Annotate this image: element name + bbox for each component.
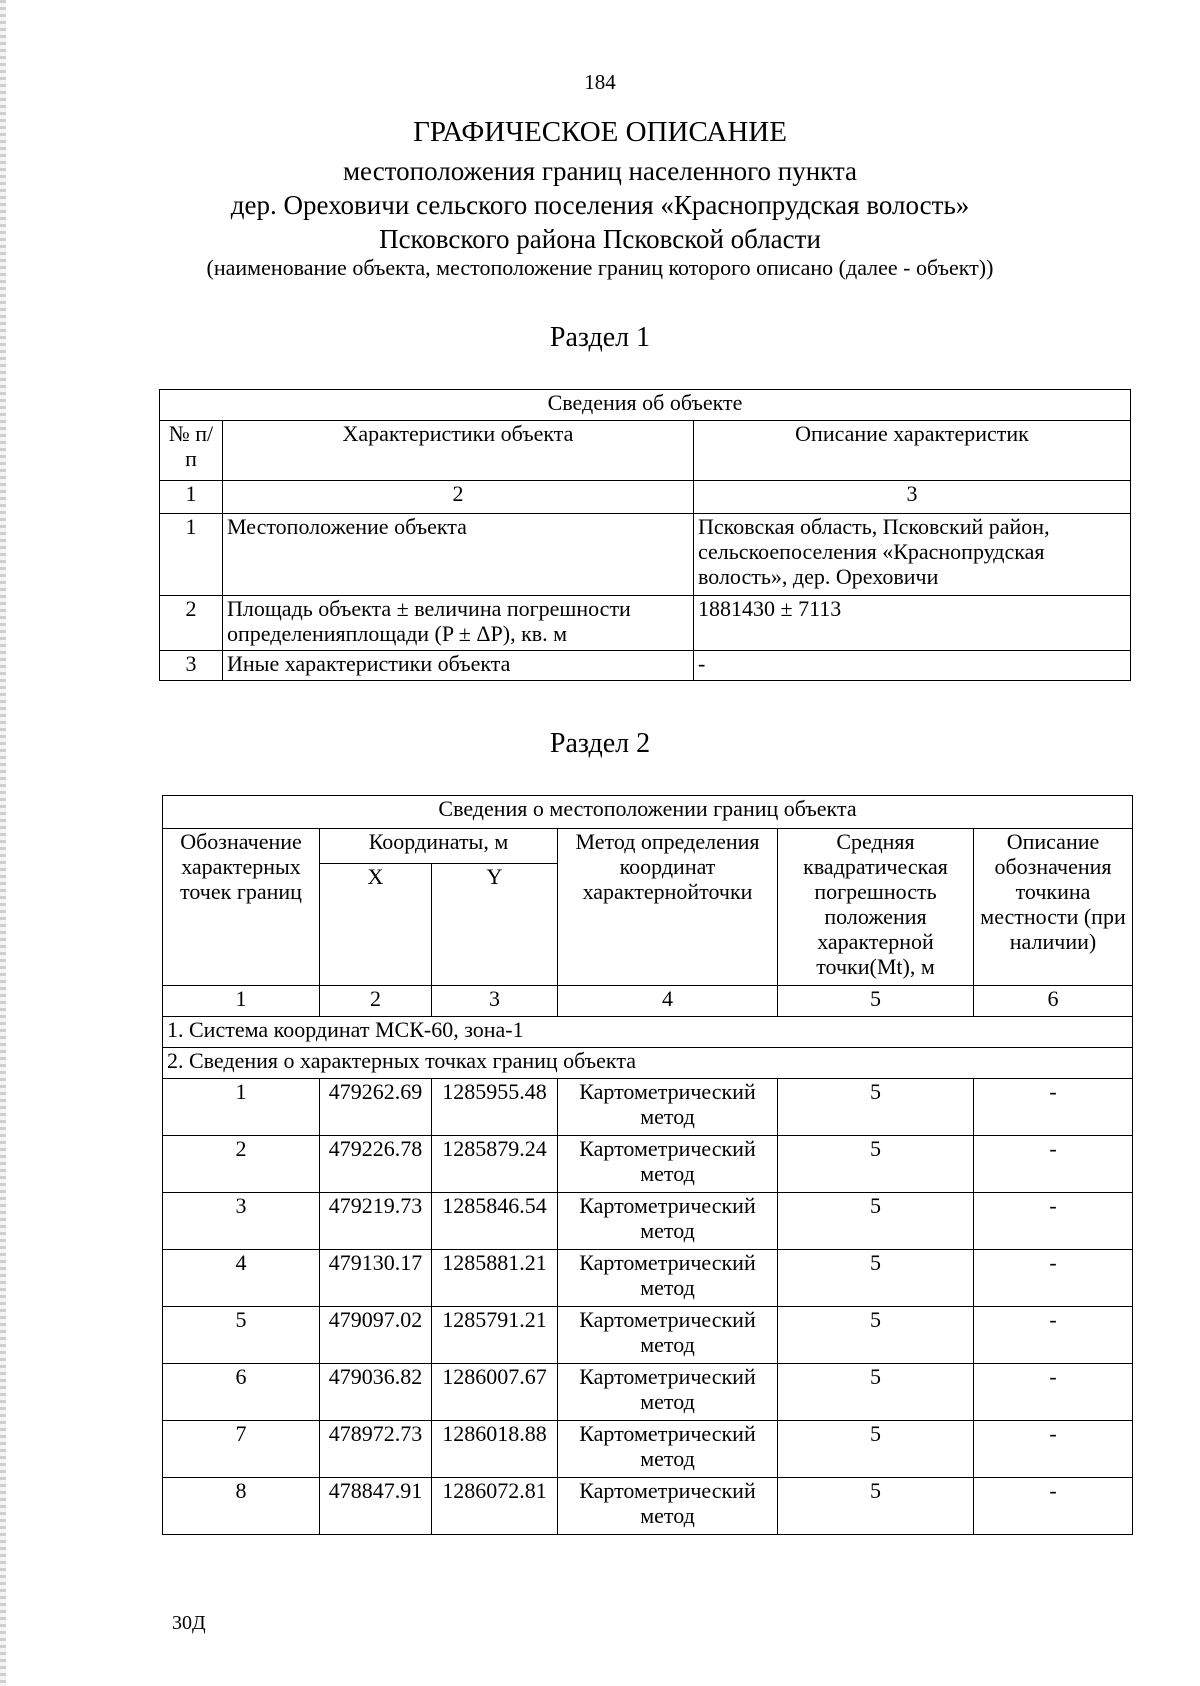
characteristic-name: Местоположение объекта: [223, 514, 694, 596]
coord-y: 1286018.88: [432, 1421, 558, 1478]
mt-error: 5: [778, 1193, 974, 1250]
table-row: [160, 596, 1131, 651]
header-y: Y: [432, 864, 558, 986]
coord-x: 479262.69: [320, 1079, 432, 1136]
mt-error: 5: [778, 1307, 974, 1364]
coord-y: 1286072.81: [432, 1478, 558, 1535]
header-number: № п/п: [160, 421, 223, 481]
table-row: [160, 651, 1131, 681]
table-row: [163, 1307, 1133, 1364]
point-number: 4: [163, 1250, 320, 1307]
header-x: X: [320, 864, 432, 986]
header-point: Обозначение характерных точек границ: [163, 829, 320, 986]
boundary-table-title: Сведения о местоположении границ объекта: [163, 796, 1133, 829]
boundary-points-heading-row: 2. Сведения о характерных точках границ объекта: [163, 1048, 1133, 1079]
point-description: -: [974, 1250, 1133, 1307]
coord-y: 1286007.67: [432, 1364, 558, 1421]
table-row: [163, 1421, 1133, 1478]
point-description: -: [974, 1307, 1133, 1364]
point-number: 7: [163, 1421, 320, 1478]
row-number: 1: [160, 514, 223, 596]
point-number: 8: [163, 1478, 320, 1535]
point-description: -: [974, 1079, 1133, 1136]
method: Картометрический метод: [558, 1478, 778, 1535]
method: Картометрический метод: [558, 1421, 778, 1478]
table-row: [160, 514, 1131, 596]
header-characteristics: Характеристики объекта: [223, 421, 694, 481]
characteristic-value: Псковская область, Псковский район, сельскоепоселения «Краснопрудская волость», дер. Ореховичи: [694, 514, 1131, 596]
col-number: 1: [163, 986, 320, 1017]
table-row: [163, 1364, 1133, 1421]
coord-y: 1285879.24: [432, 1136, 558, 1193]
table-row: [163, 1250, 1133, 1307]
point-description: -: [974, 1478, 1133, 1535]
coordinate-system-row: 1. Система координат МСК-60, зона-1: [163, 1017, 1133, 1048]
coord-x: 479130.17: [320, 1250, 432, 1307]
characteristic-value: -: [694, 651, 1131, 681]
coord-x: 479036.82: [320, 1364, 432, 1421]
row-number: 2: [160, 596, 223, 651]
table-row: [163, 1193, 1133, 1250]
object-note: (наименование объекта, местоположение границ которого описано (далее - объект)): [206, 255, 994, 280]
document-title: ГРАФИЧЕСКОЕ ОПИСАНИЕ: [413, 116, 787, 148]
subtitle-line-1: местоположения границ населенного пункта: [342, 156, 858, 186]
col-number: 6: [974, 986, 1133, 1017]
method: Картометрический метод: [558, 1193, 778, 1250]
method: Картометрический метод: [558, 1307, 778, 1364]
mt-error: 5: [778, 1250, 974, 1307]
coord-y: 1285791.21: [432, 1307, 558, 1364]
subtitle-line-3: Псковского района Псковской области: [379, 224, 821, 254]
coord-x: 479226.78: [320, 1136, 432, 1193]
header-point-description: Описание обозначения точкина местности (при наличии): [974, 829, 1133, 986]
method: Картометрический метод: [558, 1364, 778, 1421]
mt-error: 5: [778, 1136, 974, 1193]
coord-x: 478972.73: [320, 1421, 432, 1478]
mt-error: 5: [778, 1421, 974, 1478]
point-description: -: [974, 1193, 1133, 1250]
method: Картометрический метод: [558, 1079, 778, 1136]
col-number: 2: [223, 481, 694, 514]
coord-x: 478847.91: [320, 1478, 432, 1535]
header-error: Средняя квадратическая погрешность положения характерной точки(Mt), м: [778, 829, 974, 986]
point-description: -: [974, 1364, 1133, 1421]
point-description: -: [974, 1421, 1133, 1478]
boundary-points-body: [163, 1079, 1133, 1535]
col-number: 1: [160, 481, 223, 514]
method: Картометрический метод: [558, 1136, 778, 1193]
object-info-table: [159, 389, 1131, 681]
section-2-title: Раздел 2: [549, 728, 651, 759]
col-number: 3: [432, 986, 558, 1017]
characteristic-name: Иные характеристики объекта: [223, 651, 694, 681]
coord-x: 479219.73: [320, 1193, 432, 1250]
header-method: Метод определения координат характернойточки: [558, 829, 778, 986]
coord-x: 479097.02: [320, 1307, 432, 1364]
coord-y: 1285955.48: [432, 1079, 558, 1136]
header-coordinates: Координаты, м: [320, 829, 558, 864]
col-number: 2: [320, 986, 432, 1017]
table-row: [163, 1478, 1133, 1535]
table-row: [163, 1136, 1133, 1193]
col-number: 5: [778, 986, 974, 1017]
section-1-title: Раздел 1: [549, 322, 651, 353]
table-row: [163, 1079, 1133, 1136]
characteristic-name: Площадь объекта ± величина погрешности определенияплощади (P ± ΔP), кв. м: [223, 596, 694, 651]
point-description: -: [974, 1136, 1133, 1193]
mt-error: 5: [778, 1079, 974, 1136]
coord-y: 1285881.21: [432, 1250, 558, 1307]
footer-code: 30Д: [172, 1612, 206, 1634]
point-number: 6: [163, 1364, 320, 1421]
subtitle-line-2: дер. Ореховичи сельского поселения «Краснопрудская волость»: [230, 190, 970, 220]
page-number: 184: [584, 70, 616, 94]
characteristic-value: 1881430 ± 7113: [694, 596, 1131, 651]
method: Картометрический метод: [558, 1250, 778, 1307]
point-number: 2: [163, 1136, 320, 1193]
boundary-points-table: [162, 795, 1133, 1535]
point-number: 5: [163, 1307, 320, 1364]
object-info-table-title: Сведения об объекте: [160, 390, 1131, 421]
point-number: 3: [163, 1193, 320, 1250]
row-number: 3: [160, 651, 223, 681]
col-number: 3: [694, 481, 1131, 514]
mt-error: 5: [778, 1478, 974, 1535]
col-number: 4: [558, 986, 778, 1017]
mt-error: 5: [778, 1364, 974, 1421]
point-number: 1: [163, 1079, 320, 1136]
header-description: Описание характеристик: [694, 421, 1131, 481]
coord-y: 1285846.54: [432, 1193, 558, 1250]
